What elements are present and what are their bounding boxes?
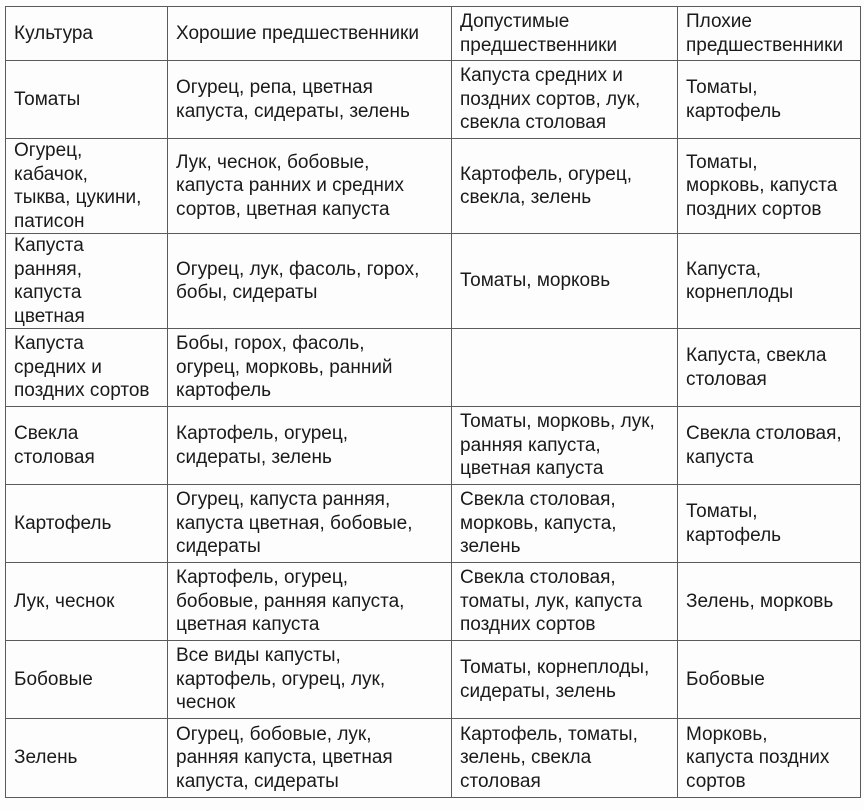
- cell-bad: Капуста, корнеплоды: [678, 234, 861, 329]
- cell-good: Бобы, горох, фасоль, огурец, морковь, ранний картофель: [168, 329, 452, 407]
- cell-acceptable: Капуста средних и поздних сортов, лук, свекла столовая: [452, 61, 678, 139]
- cell-acceptable: Томаты, морковь, лук, ранняя капуста, цветная капуста: [452, 407, 678, 485]
- cell-bad: Свекла столовая, капуста: [678, 407, 861, 485]
- cell-crop: Зелень: [6, 719, 168, 798]
- table-row: [6, 641, 861, 719]
- cell-crop: Лук, чеснок: [6, 563, 168, 641]
- cell-acceptable: Картофель, томаты, зелень, свекла столовая: [452, 719, 678, 798]
- cell-bad: Томаты, картофель: [678, 485, 861, 563]
- header-good-predecessors: Хорошие предшественники: [168, 7, 452, 61]
- crop-predecessors-table: [5, 6, 861, 798]
- cell-good: Лук, чеснок, бобовые, капуста ранних и средних сортов, цветная капуста: [168, 139, 452, 234]
- cell-crop: Огурец, кабачок, тыква, цукини, патисон: [6, 139, 168, 234]
- table-row: [6, 563, 861, 641]
- cell-bad: Зелень, морковь: [678, 563, 861, 641]
- cell-good: Огурец, капуста ранняя, капуста цветная, бобовые, сидераты: [168, 485, 452, 563]
- cell-crop: Бобовые: [6, 641, 168, 719]
- cell-good: Все виды капусты, картофель, огурец, лук, чеснок: [168, 641, 452, 719]
- cell-good: Картофель, огурец, сидераты, зелень: [168, 407, 452, 485]
- cell-good: Огурец, бобовые, лук, ранняя капуста, цветная капуста, сидераты: [168, 719, 452, 798]
- cell-good: Картофель, огурец, бобовые, ранняя капуста, цветная капуста: [168, 563, 452, 641]
- cell-crop: Томаты: [6, 61, 168, 139]
- cell-acceptable: Томаты, корнеплоды, сидераты, зелень: [452, 641, 678, 719]
- table-row: [6, 485, 861, 563]
- cell-good: Огурец, лук, фасоль, горох, бобы, сидераты: [168, 234, 452, 329]
- cell-crop: Капуста средних и поздних сортов: [6, 329, 168, 407]
- header-row: [6, 7, 861, 61]
- table-row: [6, 234, 861, 329]
- header-crop: Культура: [6, 7, 168, 61]
- cell-acceptable: [452, 329, 678, 407]
- cell-acceptable: Свекла столовая, морковь, капуста, зелень: [452, 485, 678, 563]
- table-row: [6, 407, 861, 485]
- header-bad-predecessors: Плохие предшественники: [678, 7, 861, 61]
- table-row: [6, 61, 861, 139]
- cell-bad: Капуста, свекла столовая: [678, 329, 861, 407]
- cell-bad: Бобовые: [678, 641, 861, 719]
- cell-good: Огурец, репа, цветная капуста, сидераты, зелень: [168, 61, 452, 139]
- cell-crop: Свекла столовая: [6, 407, 168, 485]
- table-row: [6, 719, 861, 798]
- cell-bad: Томаты, морковь, капуста поздних сортов: [678, 139, 861, 234]
- header-acceptable-predecessors: Допустимые предшественники: [452, 7, 678, 61]
- cell-bad: Морковь, капуста поздних сортов: [678, 719, 861, 798]
- cell-crop: Капуста ранняя, капуста цветная: [6, 234, 168, 329]
- cell-acceptable: Свекла столовая, томаты, лук, капуста поздних сортов: [452, 563, 678, 641]
- cell-bad: Томаты, картофель: [678, 61, 861, 139]
- table-header: [6, 7, 861, 61]
- table-body: [6, 61, 861, 798]
- table-row: [6, 329, 861, 407]
- cell-acceptable: Томаты, морковь: [452, 234, 678, 329]
- cell-crop: Картофель: [6, 485, 168, 563]
- cell-acceptable: Картофель, огурец, свекла, зелень: [452, 139, 678, 234]
- table-row: [6, 139, 861, 234]
